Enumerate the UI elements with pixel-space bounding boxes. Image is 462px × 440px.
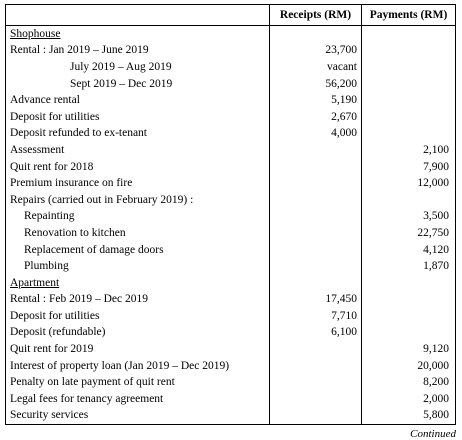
table-row bbox=[6, 292, 456, 309]
header-payments: Payments (RM) bbox=[362, 5, 456, 26]
receipt-cell: vacant bbox=[270, 59, 362, 76]
receipt-cell bbox=[270, 391, 362, 408]
table-row bbox=[6, 109, 456, 126]
table-row bbox=[6, 159, 456, 176]
payment-cell bbox=[362, 292, 456, 309]
receipt-cell bbox=[270, 341, 362, 358]
receipt-cell bbox=[270, 159, 362, 176]
receipt-cell: 7,710 bbox=[270, 308, 362, 325]
table-row bbox=[6, 358, 456, 375]
payment-cell bbox=[362, 26, 456, 43]
header-row bbox=[6, 5, 456, 26]
payment-cell: 2,000 bbox=[362, 391, 456, 408]
table-row bbox=[6, 408, 456, 425]
row-label: Security services bbox=[6, 408, 270, 425]
table-row bbox=[6, 308, 456, 325]
payment-cell bbox=[362, 59, 456, 76]
row-label: Repairs (carried out in February 2019) : bbox=[6, 192, 270, 209]
payment-cell bbox=[362, 325, 456, 342]
row-label: Legal fees for tenancy agreement bbox=[6, 391, 270, 408]
receipt-cell bbox=[270, 408, 362, 425]
table-row bbox=[6, 126, 456, 143]
payment-cell: 12,000 bbox=[362, 175, 456, 192]
receipt-cell bbox=[270, 192, 362, 209]
table-row bbox=[6, 391, 456, 408]
receipt-cell bbox=[270, 142, 362, 159]
payment-cell: 7,900 bbox=[362, 159, 456, 176]
table-row bbox=[6, 192, 456, 209]
row-label: Deposit refunded to ex-tenant bbox=[6, 126, 270, 143]
header-blank bbox=[6, 5, 270, 26]
payment-cell: 1,870 bbox=[362, 258, 456, 275]
table-row bbox=[6, 341, 456, 358]
table-row bbox=[6, 59, 456, 76]
table-row bbox=[6, 209, 456, 226]
receipt-cell bbox=[270, 358, 362, 375]
receipt-cell bbox=[270, 275, 362, 292]
receipt-cell bbox=[270, 209, 362, 226]
row-label: Repainting bbox=[6, 209, 270, 226]
row-label: Rental : Jan 2019 – June 2019 bbox=[6, 43, 270, 60]
table-row bbox=[6, 275, 456, 292]
table-row bbox=[6, 225, 456, 242]
table-row bbox=[6, 325, 456, 342]
payment-cell: 8,200 bbox=[362, 374, 456, 391]
row-label: Deposit for utilities bbox=[6, 308, 270, 325]
receipt-cell bbox=[270, 26, 362, 43]
row-label: Penalty on late payment of quit rent bbox=[6, 374, 270, 391]
payment-cell: 5,800 bbox=[362, 408, 456, 425]
payment-cell: 4,120 bbox=[362, 242, 456, 259]
section-heading-shophouse: Shophouse bbox=[6, 26, 270, 43]
row-label: July 2019 – Aug 2019 bbox=[6, 59, 270, 76]
receipt-cell: 2,670 bbox=[270, 109, 362, 126]
row-label: Interest of property loan (Jan 2019 – Dec 2019) bbox=[6, 358, 270, 375]
payment-cell bbox=[362, 126, 456, 143]
row-label: Sept 2019 – Dec 2019 bbox=[6, 76, 270, 93]
header-receipts: Receipts (RM) bbox=[270, 5, 362, 26]
row-label: Renovation to kitchen bbox=[6, 225, 270, 242]
payment-cell: 20,000 bbox=[362, 358, 456, 375]
payment-cell: 2,100 bbox=[362, 142, 456, 159]
row-label: Replacement of damage doors bbox=[6, 242, 270, 259]
payment-cell bbox=[362, 92, 456, 109]
table-row bbox=[6, 142, 456, 159]
continued-note: Continued bbox=[410, 428, 456, 440]
table-row bbox=[6, 92, 456, 109]
receipt-cell: 5,190 bbox=[270, 92, 362, 109]
row-label: Advance rental bbox=[6, 92, 270, 109]
payment-cell: 3,500 bbox=[362, 209, 456, 226]
row-label: Plumbing bbox=[6, 258, 270, 275]
row-label: Quit rent for 2019 bbox=[6, 341, 270, 358]
payment-cell bbox=[362, 76, 456, 93]
payment-cell bbox=[362, 43, 456, 60]
row-label: Quit rent for 2018 bbox=[6, 159, 270, 176]
table-row bbox=[6, 258, 456, 275]
row-label: Premium insurance on fire bbox=[6, 175, 270, 192]
receipt-cell: 23,700 bbox=[270, 43, 362, 60]
table-row bbox=[6, 43, 456, 60]
receipt-cell bbox=[270, 242, 362, 259]
receipt-cell bbox=[270, 225, 362, 242]
payment-cell bbox=[362, 109, 456, 126]
table-row bbox=[6, 26, 456, 43]
table-row bbox=[6, 242, 456, 259]
receipt-cell: 17,450 bbox=[270, 292, 362, 309]
table-row bbox=[6, 374, 456, 391]
receipt-cell bbox=[270, 258, 362, 275]
receipt-cell bbox=[270, 175, 362, 192]
payment-cell bbox=[362, 275, 456, 292]
receipt-cell: 56,200 bbox=[270, 76, 362, 93]
payment-cell: 22,750 bbox=[362, 225, 456, 242]
receipt-cell: 6,100 bbox=[270, 325, 362, 342]
row-label: Deposit (refundable) bbox=[6, 325, 270, 342]
row-label: Rental : Feb 2019 – Dec 2019 bbox=[6, 292, 270, 309]
section-heading-apartment: Apartment bbox=[6, 275, 270, 292]
table-row bbox=[6, 76, 456, 93]
receipt-cell: 4,000 bbox=[270, 126, 362, 143]
payment-cell bbox=[362, 192, 456, 209]
row-label: Assessment bbox=[6, 142, 270, 159]
payment-cell: 9,120 bbox=[362, 341, 456, 358]
table-row bbox=[6, 175, 456, 192]
payment-cell bbox=[362, 308, 456, 325]
row-label: Deposit for utilities bbox=[6, 109, 270, 126]
receipt-cell bbox=[270, 374, 362, 391]
receipts-payments-table bbox=[5, 4, 456, 425]
